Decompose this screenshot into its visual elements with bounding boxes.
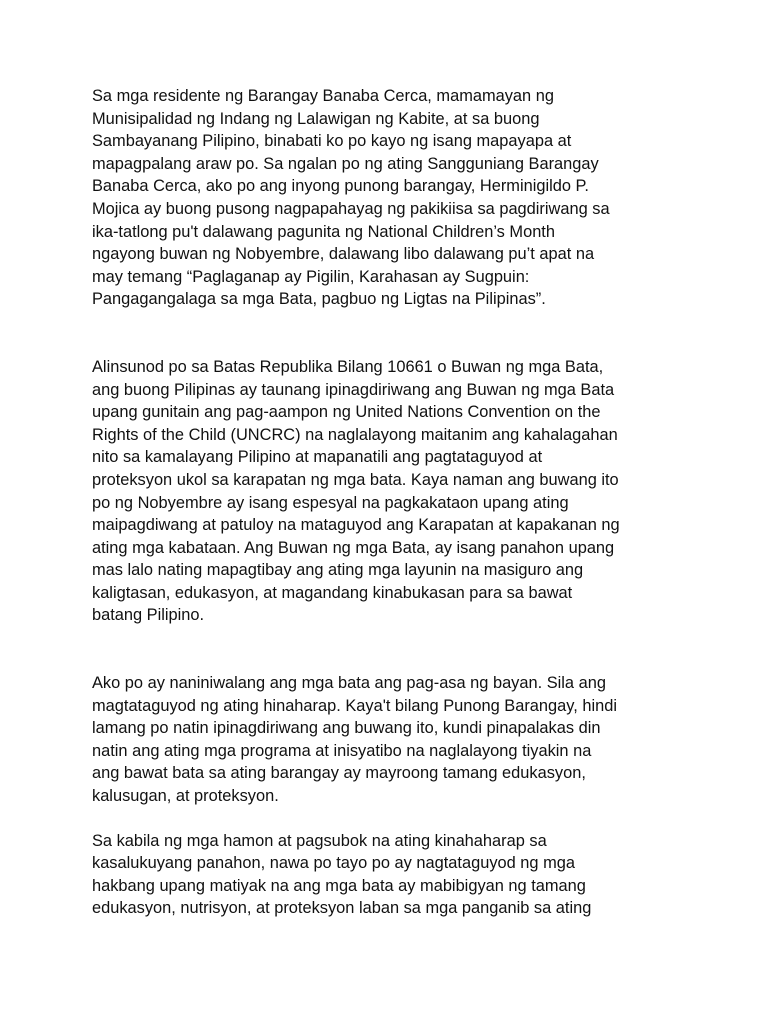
text-line: natin ang ating mga programa at inisyatibo na naglalayong tiyakin na: [92, 741, 592, 760]
text-line: Alinsunod po sa Batas Republika Bilang 10661 o Buwan ng mga Bata,: [92, 357, 604, 376]
text-line: Sa mga residente ng Barangay Banaba Cerca, mamamayan ng: [92, 87, 554, 105]
text-line: ang buong Pilipinas ay taunang ipinagdiriwang ang Buwan ng mga Bata: [92, 380, 615, 399]
text-line: Mojica ay buong pusong nagpapahayag ng pakikiisa sa pagdiriwang sa: [92, 199, 610, 218]
text-line: Sambayanang Pilipino, binabati ko po kayo ng isang mapayapa at: [92, 132, 572, 151]
text-line: Munisipalidad ng Indang ng Lalawigan ng Kabite, at sa buong: [92, 109, 540, 128]
text-line: hakbang upang matiyak na ang mga bata ay mabibigyan ng tamang: [92, 876, 586, 895]
text-line: ang bawat bata sa ating barangay ay mayroong tamang edukasyon,: [92, 764, 586, 783]
text-line: lamang po natin ipinagdiriwang ang buwang ito, kundi pinapalakas din: [92, 719, 601, 738]
text-line: maipagdiwang at patuloy na mataguyod ang Karapatan at kapakanan ng: [92, 516, 620, 535]
text-line: kaligtasan, edukasyon, at magandang kinabukasan para sa bawat: [92, 583, 573, 602]
text-line: kalusugan, at proteksyon.: [92, 787, 279, 806]
text-line: Banaba Cerca, ako po ang inyong punong barangay, Herminigildo P.: [92, 177, 589, 196]
text-line: nito sa kamalayang Pilipino at mapanatili ang pagtataguyod at: [92, 448, 543, 467]
text-line: edukasyon, nutrisyon, at proteksyon laban sa mga panganib sa ating: [92, 899, 592, 918]
text-line: Sa kabila ng mga hamon at pagsubok na ating kinahaharap sa: [92, 831, 547, 850]
document-body: [92, 85, 692, 920]
text-line: may temang “Paglaganap ay Pigilin, Karahasan ay Sugpuin:: [92, 267, 530, 286]
text-line: mas lalo nating mapagtibay ang ating mga layunin na masiguro ang: [92, 561, 584, 580]
text-line: ngayong buwan ng Nobyembre, dalawang libo dalawang pu’t apat na: [92, 245, 595, 264]
text-line: po ng Nobyembre ay isang espesyal na pagkakataon upang ating: [92, 493, 569, 512]
text-line: magtataguyod ng ating hinaharap. Kaya't bilang Punong Barangay, hindi: [92, 696, 617, 715]
text-line: upang gunitain ang pag-aampon ng United Nations Convention on the: [92, 403, 601, 422]
text-line: Rights of the Child (UNCRC) na naglalayong maitanim ang kahalagahan: [92, 425, 618, 444]
text-line: mapagpalang araw po. Sa ngalan po ng ating Sangguniang Barangay: [92, 154, 599, 173]
text-line: kasalukuyang panahon, nawa po tayo po ay nagtataguyod ng mga: [92, 854, 575, 873]
text-line: Ako po ay naniniwalang ang mga bata ang pag-asa ng bayan. Sila ang: [92, 674, 606, 693]
paragraph-law: [92, 356, 692, 627]
text-line: ating mga kabataan. Ang Buwan ng mga Bata, ay isang panahon upang: [92, 538, 615, 557]
paragraph-greeting: [92, 85, 692, 311]
text-line: Pangagangalaga sa mga Bata, pagbuo ng Ligtas na Pilipinas”.: [92, 290, 546, 309]
text-line: proteksyon ukol sa karapatan ng mga bata. Kaya naman ang buwang ito: [92, 470, 619, 489]
paragraph-challenges: [92, 830, 692, 920]
text-line: batang Pilipino.: [92, 606, 205, 625]
paragraph-belief: [92, 672, 692, 808]
text-line: ika-tatlong pu't dalawang pagunita ng National Children’s Month: [92, 222, 555, 241]
